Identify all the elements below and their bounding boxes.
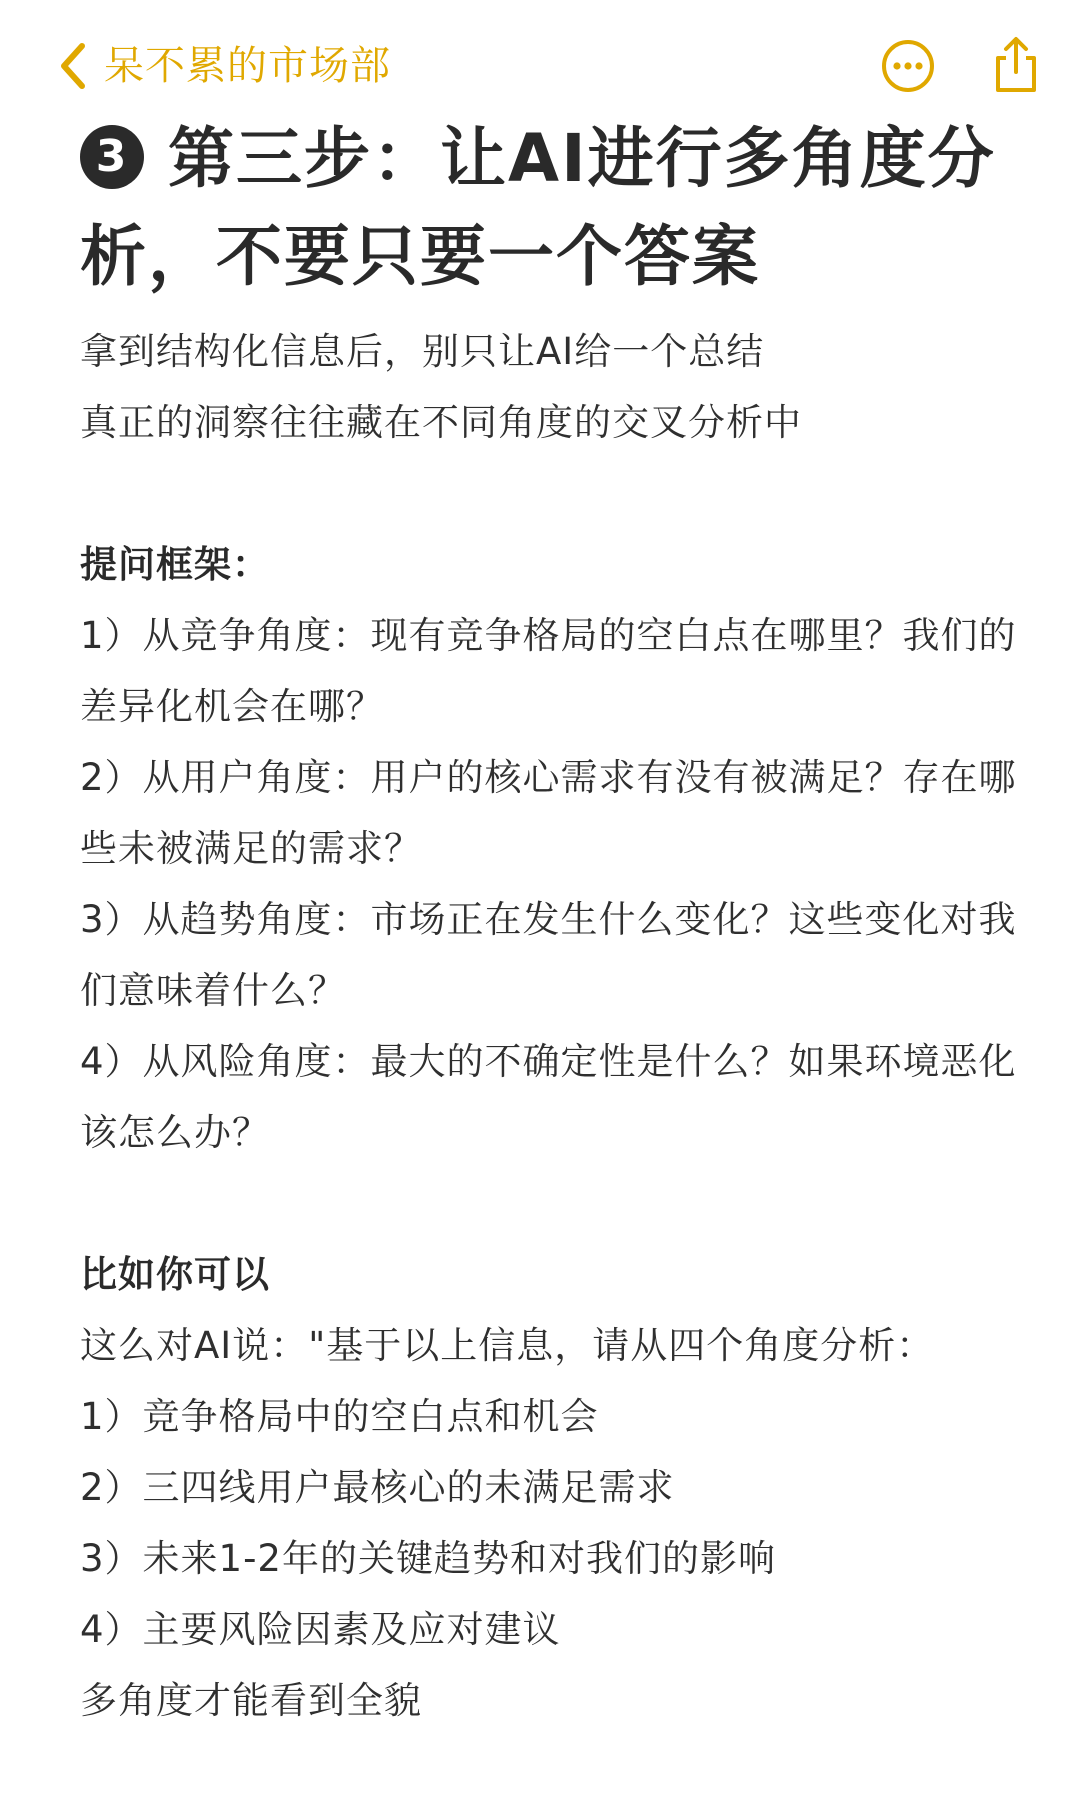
example-heading: 比如你可以 <box>80 1253 270 1296</box>
share-icon <box>990 81 1042 100</box>
framework-item: 2）从用户角度：用户的核心需求有没有被满足？存在哪些未被满足的需求？ <box>80 756 1017 870</box>
more-options-button[interactable] <box>880 38 936 94</box>
framework-heading: 提问框架： <box>80 543 270 586</box>
note-title-text: 第三步：让AI进行多角度分析，不要只要一个答案 <box>80 120 996 295</box>
example-lead: 这么对AI说："基于以上信息，请从四个角度分析： <box>80 1324 935 1367</box>
intro-line: 真正的洞察往往藏在不同角度的交叉分析中 <box>80 401 802 444</box>
example-item: 4）主要风险因素及应对建议 <box>80 1608 561 1651</box>
intro-block <box>80 316 1020 458</box>
example-item: 3）未来1-2年的关键趋势和对我们的影响 <box>80 1537 776 1580</box>
back-label: 呆不累的市场部 <box>104 43 391 89</box>
example-item: 1）竞争格局中的空白点和机会 <box>80 1395 599 1438</box>
example-list <box>80 1381 1020 1665</box>
more-icon <box>880 79 936 98</box>
framework-item: 3）从趋势角度：市场正在发生什么变化？这些变化对我们意味着什么？ <box>80 898 1017 1012</box>
framework-item: 4）从风险角度：最大的不确定性是什么？如果环境恶化该怎么办？ <box>80 1040 1017 1154</box>
chevron-left-icon <box>58 41 88 91</box>
note-title <box>80 110 1020 306</box>
back-button[interactable] <box>58 38 391 94</box>
closing-line: 多角度才能看到全貌 <box>80 1679 422 1722</box>
framework-list <box>80 600 1020 1168</box>
step-number-badge: 3 <box>80 125 144 189</box>
framework-item: 1）从竞争角度：现有竞争格局的空白点在哪里？我们的差异化机会在哪？ <box>80 614 1017 728</box>
blank-line <box>80 1168 1020 1239</box>
note-content[interactable] <box>80 110 1020 1736</box>
intro-line: 拿到结构化信息后，别只让AI给一个总结 <box>80 330 765 373</box>
share-button[interactable] <box>990 34 1042 96</box>
example-item: 2）三四线用户最核心的未满足需求 <box>80 1466 675 1509</box>
blank-line <box>80 458 1020 529</box>
